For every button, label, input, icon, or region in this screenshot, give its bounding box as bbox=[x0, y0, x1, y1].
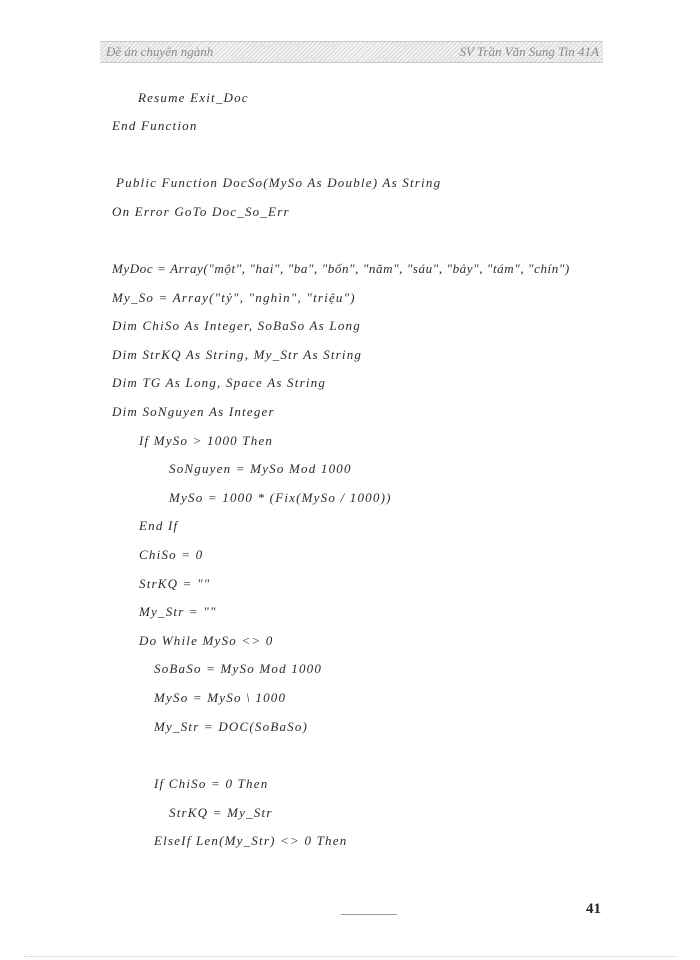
code-line: ElseIf Len(My_Str) <> 0 Then bbox=[154, 833, 348, 848]
code-line: Dim ChiSo As Integer, SoBaSo As Long bbox=[112, 318, 361, 333]
code-line: Public Function DocSo(MySo As Double) As String bbox=[116, 175, 442, 190]
code-line: MySo = MySo \ 1000 bbox=[154, 690, 287, 705]
page-number: 41 bbox=[586, 901, 601, 917]
code-line: End If bbox=[139, 518, 179, 533]
header-author: SV Trần Văn Sung Tin 41A bbox=[459, 44, 599, 59]
code-line: StrKQ = My_Str bbox=[169, 805, 273, 820]
code-line: SoNguyen = MySo Mod 1000 bbox=[169, 461, 352, 476]
code-line: Do While MySo <> 0 bbox=[139, 633, 274, 648]
code-line: Resume Exit_Doc bbox=[138, 90, 249, 105]
code-line: My_So = Array("tỷ", "nghìn", "triệu") bbox=[112, 290, 356, 305]
code-line: My_Str = "" bbox=[139, 604, 217, 619]
code-line: If ChiSo = 0 Then bbox=[154, 776, 269, 791]
code-line: MySo = 1000 * (Fix(MySo / 1000)) bbox=[169, 490, 392, 505]
code-line: SoBaSo = MySo Mod 1000 bbox=[154, 661, 323, 676]
code-line: StrKQ = "" bbox=[139, 576, 211, 591]
footer-rule bbox=[341, 914, 397, 915]
code-line: On Error GoTo Doc_So_Err bbox=[112, 204, 290, 219]
code-line: End Function bbox=[112, 118, 198, 133]
code-line: If MySo > 1000 Then bbox=[139, 433, 274, 448]
code-line: Dim TG As Long, Space As String bbox=[112, 375, 327, 390]
code-line: ChiSo = 0 bbox=[139, 547, 204, 562]
code-line: MyDoc = Array("một", "hai", "ba", "bốn", "năm", "sáu", "bảy", "tám", "chín") bbox=[112, 261, 570, 276]
header-course-title: Đề án chuyên ngành bbox=[106, 44, 214, 59]
page-bottom-edge bbox=[24, 956, 676, 957]
running-header bbox=[100, 41, 603, 63]
code-line: Dim StrKQ As String, My_Str As String bbox=[112, 347, 363, 362]
code-line: My_Str = DOC(SoBaSo) bbox=[154, 719, 309, 734]
code-line: Dim SoNguyen As Integer bbox=[112, 404, 275, 419]
